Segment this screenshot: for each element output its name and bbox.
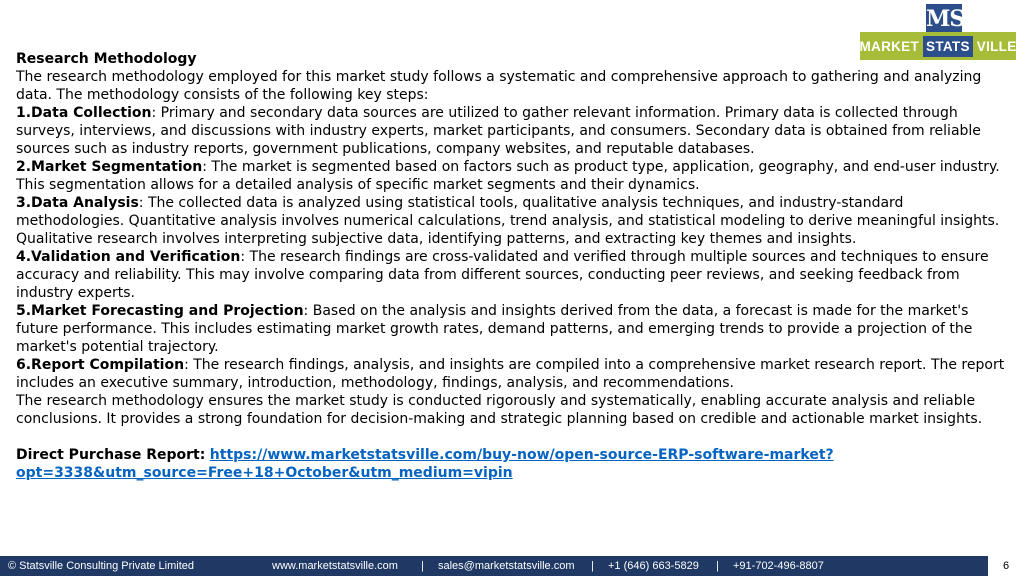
intro-paragraph: The research methodology employed for this market study follows a systematic and comprehensive approach to gathering and analyzing data. The methodology consists of the following key steps: <box>16 69 982 103</box>
footer-bar <box>0 556 1024 576</box>
logo-word-mid: STATS <box>923 36 973 57</box>
step-validation <box>16 248 1014 302</box>
purchase-label: Direct Purchase Report: <box>16 447 206 463</box>
footer-separator: | <box>716 560 719 572</box>
step-label: 4.Validation and Verification <box>16 249 241 265</box>
step-market-segmentation <box>16 158 1014 194</box>
step-text: : The research findings, analysis, and insights are compiled into a comprehensive market research report. The report includes an executive summary, introduction, methodology, findings, analysis, and recommendations. <box>16 357 1005 391</box>
step-forecasting <box>16 302 1014 356</box>
footer-website-link[interactable]: www.marketstatsville.com <box>272 560 398 572</box>
step-label: 3.Data Analysis <box>16 195 139 211</box>
step-report-compilation <box>16 356 1014 392</box>
section-title: Research Methodology <box>16 51 197 67</box>
step-text: : Primary and secondary data sources are utilized to gather relevant information. Primary data is collected through surveys, interviews, and discussions with industry experts, market participants, and consumers. Secondary data is obtained from reliable sources such as industry reports, government publications, company websites, and reputable databases. <box>16 105 981 157</box>
methodology-content <box>16 50 1014 482</box>
step-label: 1.Data Collection <box>16 105 152 121</box>
footer-email-link[interactable]: sales@marketstatsville.com <box>438 560 575 572</box>
footer-phone-us: +1 (646) 663-5829 <box>608 560 699 572</box>
step-data-analysis <box>16 194 1014 248</box>
footer-separator: | <box>421 560 424 572</box>
logo-word-left: MARKET <box>859 38 920 54</box>
step-label: 2.Market Segmentation <box>16 159 203 175</box>
purchase-report-link[interactable]: https://www.marketstatsville.com/buy-now/open-source-ERP-software-market?opt=3338&utm_source=Free+18+October&utm_medium=vipin <box>16 447 834 481</box>
logo-mark: MS <box>926 6 965 32</box>
page-number: 6 <box>988 556 1024 576</box>
logo-word-right: VILLE <box>976 38 1017 54</box>
conclusion-paragraph: The research methodology ensures the market study is conducted rigorously and systematically, enabling accurate analysis and reliable conclusions. It provides a strong foundation for decision-making and strategic planning based on credible and actionable market insights. <box>16 393 983 427</box>
step-text: : Based on the analysis and insights derived from the data, a forecast is made for the market's future performance. This includes estimating market growth rates, demand patterns, and emerging trends to provide a projection of the market's potential trajectory. <box>16 303 973 355</box>
step-text: : The collected data is analyzed using statistical tools, qualitative analysis techniques, and industry-standard methodologies. Quantitative analysis involves numerical calculations, trend analysis, and statistical modeling to derive meaningful insights. Qualitative research involves interpreting subjective data, identifying patterns, and extracting key themes and insights. <box>16 195 1000 247</box>
step-label: 6.Report Compilation <box>16 357 185 373</box>
step-text: : The research findings are cross-validated and verified through multiple sources and techniques to ensure accuracy and reliability. This may involve comparing data from different sources, conducting peer reviews, and seeking feedback from industry experts. <box>16 249 989 301</box>
purchase-line <box>16 446 1014 482</box>
step-text: : The market is segmented based on factors such as product type, application, geography, and end-user industry. This segmentation allows for a detailed analysis of specific market segments and their dynamics. <box>16 159 1000 193</box>
step-data-collection <box>16 104 1014 158</box>
footer-copyright: © Statsville Consulting Private Limited <box>8 560 195 572</box>
footer-separator: | <box>591 560 594 572</box>
footer-phone-in: +91-702-496-8807 <box>733 560 824 572</box>
step-label: 5.Market Forecasting and Projection <box>16 303 304 319</box>
